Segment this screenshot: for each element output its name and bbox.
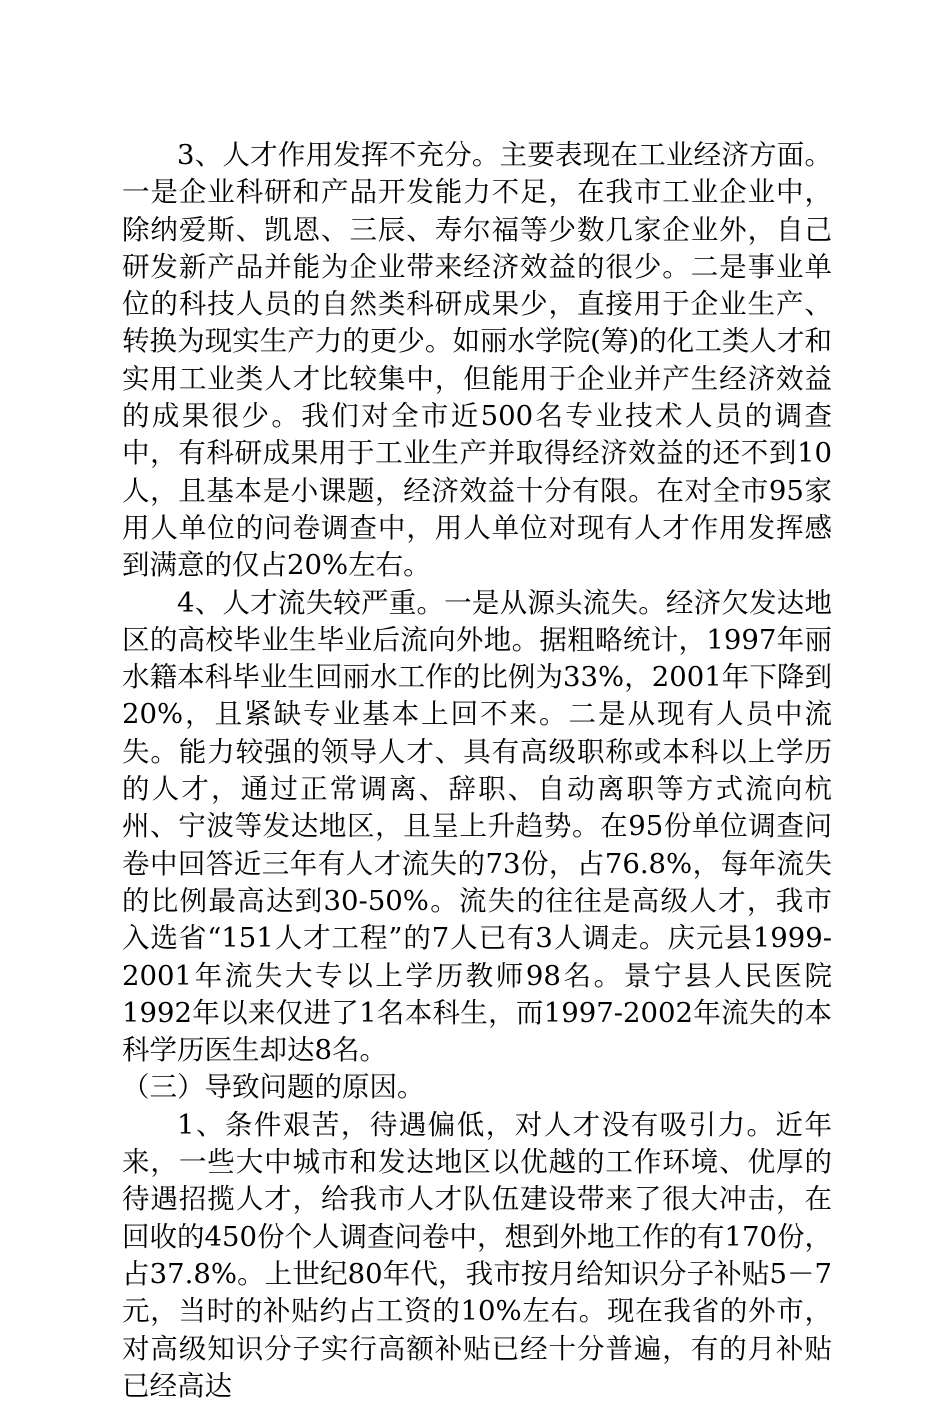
paragraph-talent-loss: 4、人才流失较严重。一是从源头流失。经济欠发达地区的高校毕业生毕业后流向外地。据粗略统计，1997年丽水籍本科毕业生回丽水工作的比例为33%，2001年下降到20%，且紧缺专业基本上回不来。二是从现有人员中流失。能力较强的领导人才、具有高级职称或本科以上学历的人才，通过正常调离、辞职、自动离职等方式流向杭州、宁波等发达地区，且呈上升趋势。在95份单位调查问卷中回答近三年有人才流失的73份，占76.8%，每年流失的比例最高达到30-50%。流失的往往是高级人才，我市入选省“151人才工程”的7人已有3人调走。庆元县1999-2001年流失大专以上学历教师98名。景宁县人民医院1992年以来仅进了1名本科生，而1997-2002年流失的本科学历医生却达8名。 <box>122 586 832 1067</box>
document-body <box>122 137 832 1405</box>
section-heading-causes: （三）导致问题的原因。 <box>122 1071 425 1104</box>
paragraph-talent-role: 3、人才作用发挥不充分。主要表现在工业经济方面。一是企业科研和产品开发能力不足，在我市工业企业中，除纳爱斯、凯恩、三辰、寿尔福等少数几家企业外，自己研发新产品并能为企业带来经济效益的很少。二是事业单位的科技人员的自然类科研成果少，直接用于企业生产、转换为现实生产力的更少。如丽水学院(筹)的化工类人才和实用工业类人才比较集中，但能用于企业并产生经济效益的成果很少。我们对全市近500名专业技术人员的调查中，有科研成果用于工业生产并取得经济效益的还不到10 人，且基本是小课题，经济效益十分有限。在对全市95家用人单位的问卷调查中，用人单位对现有人才作用发挥感到满意的仅占20%左右。 <box>122 139 832 582</box>
paragraph-conditions: 1、条件艰苦，待遇偏低，对人才没有吸引力。近年来，一些大中城市和发达地区以优越的工作环境、优厚的待遇招揽人才，给我市人才队伍建设带来了很大冲击，在回收的450份个人调查问卷中，想到外地工作的有170份，占37.8%。上世纪80年代，我市按月给知识分子补贴5－7元，当时的补贴约占工资的10%左右。现在我省的外市，对高级知识分子实行高额补贴已经十分普遍，有的月补贴已经高达 <box>122 1108 832 1402</box>
